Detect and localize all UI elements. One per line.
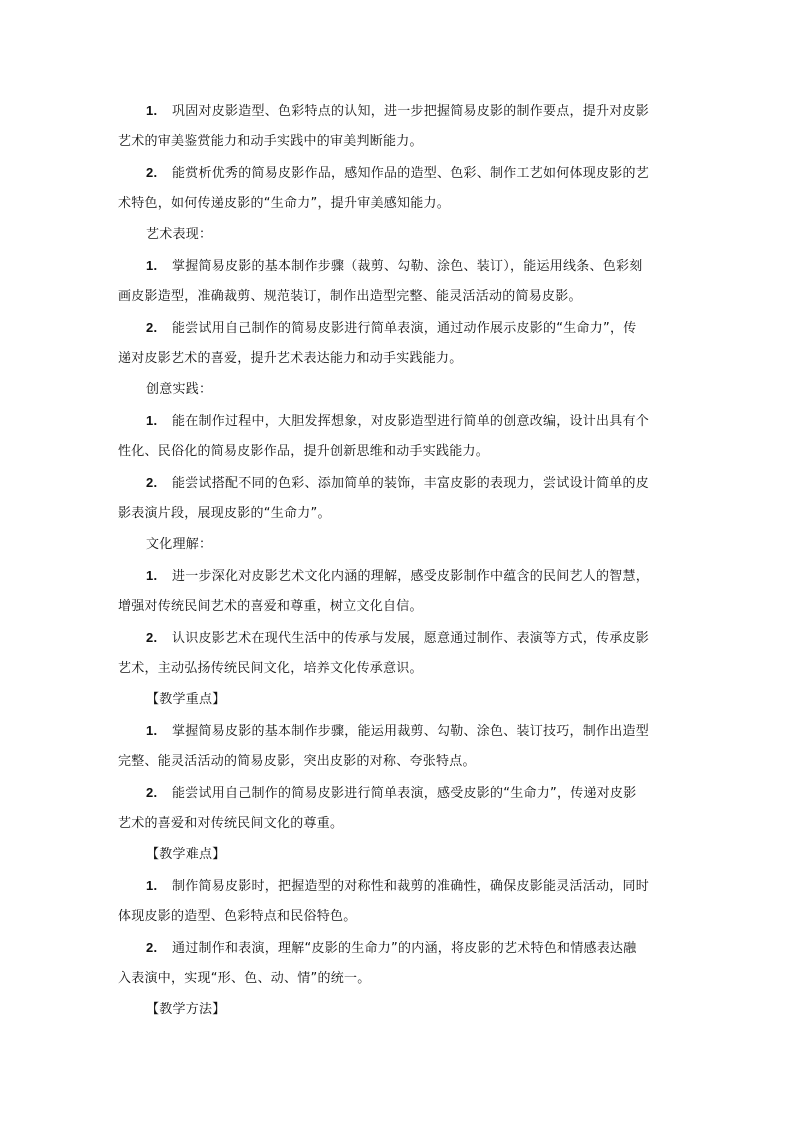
paragraph-line: 性化、民俗化的简易皮影作品，提升创新思维和动手实践能力。 (118, 444, 490, 459)
paragraph-text: 掌握简易皮影的基本制作步骤，能运用裁剪、勾勒、涂色、装订技巧，制作出造型 (172, 724, 650, 739)
paragraph-line: 画皮影造型，准确裁剪、规范装订，制作出造型完整、能灵活活动的简易皮影。 (118, 289, 582, 304)
section-heading: 【教学重点】 (146, 692, 226, 707)
item-number: 1. (146, 723, 158, 738)
paragraph-line (118, 256, 684, 287)
section-heading: 【教学难点】 (146, 847, 226, 862)
item-number: 2. (146, 320, 158, 335)
paragraph-text: 能在制作过程中，大胆发挥想象，对皮影造型进行简单的创意改编，设计出具有个 (172, 414, 650, 429)
paragraph-line (118, 566, 684, 597)
item-number: 1. (146, 103, 158, 118)
paragraph-line (118, 721, 684, 752)
paragraph-text: 掌握简易皮影的基本制作步骤（裁剪、勾勒、涂色、装订），能运用线条、色彩刻 (172, 259, 643, 274)
paragraph-line (118, 783, 684, 814)
paragraph-line (118, 318, 684, 349)
paragraph-line: 影表演片段，展现皮影的“生命力”。 (118, 506, 331, 521)
paragraph-line: 递对皮影艺术的喜爱，提升艺术表达能力和动手实践能力。 (118, 351, 463, 366)
paragraph-text: 认识皮影艺术在现代生活中的传承与发展，愿意通过制作、表演等方式，传承皮影 (172, 631, 650, 646)
item-number: 2. (146, 165, 158, 180)
paragraph-line: 完整、能灵活活动的简易皮影，突出皮影的对称、夸张特点。 (118, 754, 476, 769)
item-number: 1. (146, 413, 158, 428)
paragraph-line (118, 473, 684, 504)
paragraph-text: 巩固对皮影造型、色彩特点的认知，进一步把握简易皮影的制作要点，提升对皮影 (172, 104, 650, 119)
paragraph-line: 增强对传统民间艺术的喜爱和尊重，树立文化自信。 (118, 599, 423, 614)
paragraph-line (118, 101, 684, 132)
item-number: 1. (146, 878, 158, 893)
paragraph-text: 能赏析优秀的简易皮影作品，感知作品的造型、色彩、制作工艺如何体现皮影的艺 (172, 166, 650, 181)
paragraph-line: 艺术，主动弘扬传统民间文化，培养文化传承意识。 (118, 661, 423, 676)
paragraph-line: 术特色，如何传递皮影的“生命力”，提升审美感知能力。 (118, 196, 450, 211)
paragraph-text: 能尝试搭配不同的色彩、添加简单的装饰，丰富皮影的表现力，尝试设计简单的皮 (172, 476, 650, 491)
paragraph-text: 能尝试用自己制作的简易皮影进行简单表演，感受皮影的“生命力”，传递对皮影 (172, 786, 637, 801)
paragraph-text: 进一步深化对皮影艺术文化内涵的理解，感受皮影制作中蕴含的民间艺人的智慧， (172, 569, 650, 584)
paragraph-line (118, 876, 684, 907)
item-number: 2. (146, 475, 158, 490)
section-heading: 【教学方法】 (146, 1002, 226, 1017)
paragraph-line (118, 411, 684, 442)
paragraph-line (118, 163, 684, 194)
paragraph-line: 艺术的喜爱和对传统民间文化的尊重。 (118, 816, 344, 831)
section-heading: 文化理解： (146, 537, 213, 552)
section-heading: 创意实践： (146, 382, 213, 397)
item-number: 1. (146, 568, 158, 583)
paragraph-line (118, 628, 684, 659)
paragraph-line: 入表演中，实现“形、色、动、情”的统一。 (118, 971, 371, 986)
item-number: 2. (146, 940, 158, 955)
item-number: 2. (146, 630, 158, 645)
document-body (118, 101, 684, 1031)
section-heading: 艺术表现： (146, 227, 213, 242)
paragraph-text: 制作简易皮影时，把握造型的对称性和裁剪的准确性，确保皮影能灵活活动，同时 (172, 879, 650, 894)
paragraph-line: 艺术的审美鉴赏能力和动手实践中的审美判断能力。 (118, 134, 423, 149)
paragraph-line (118, 938, 684, 969)
item-number: 1. (146, 258, 158, 273)
paragraph-line: 体现皮影的造型、色彩特点和民俗特色。 (118, 909, 357, 924)
paragraph-text: 能尝试用自己制作的简易皮影进行简单表演，通过动作展示皮影的“生命力”，传 (172, 321, 637, 336)
item-number: 2. (146, 785, 158, 800)
paragraph-text: 通过制作和表演，理解“皮影的生命力”的内涵，将皮影的艺术特色和情感表达融 (172, 941, 637, 956)
